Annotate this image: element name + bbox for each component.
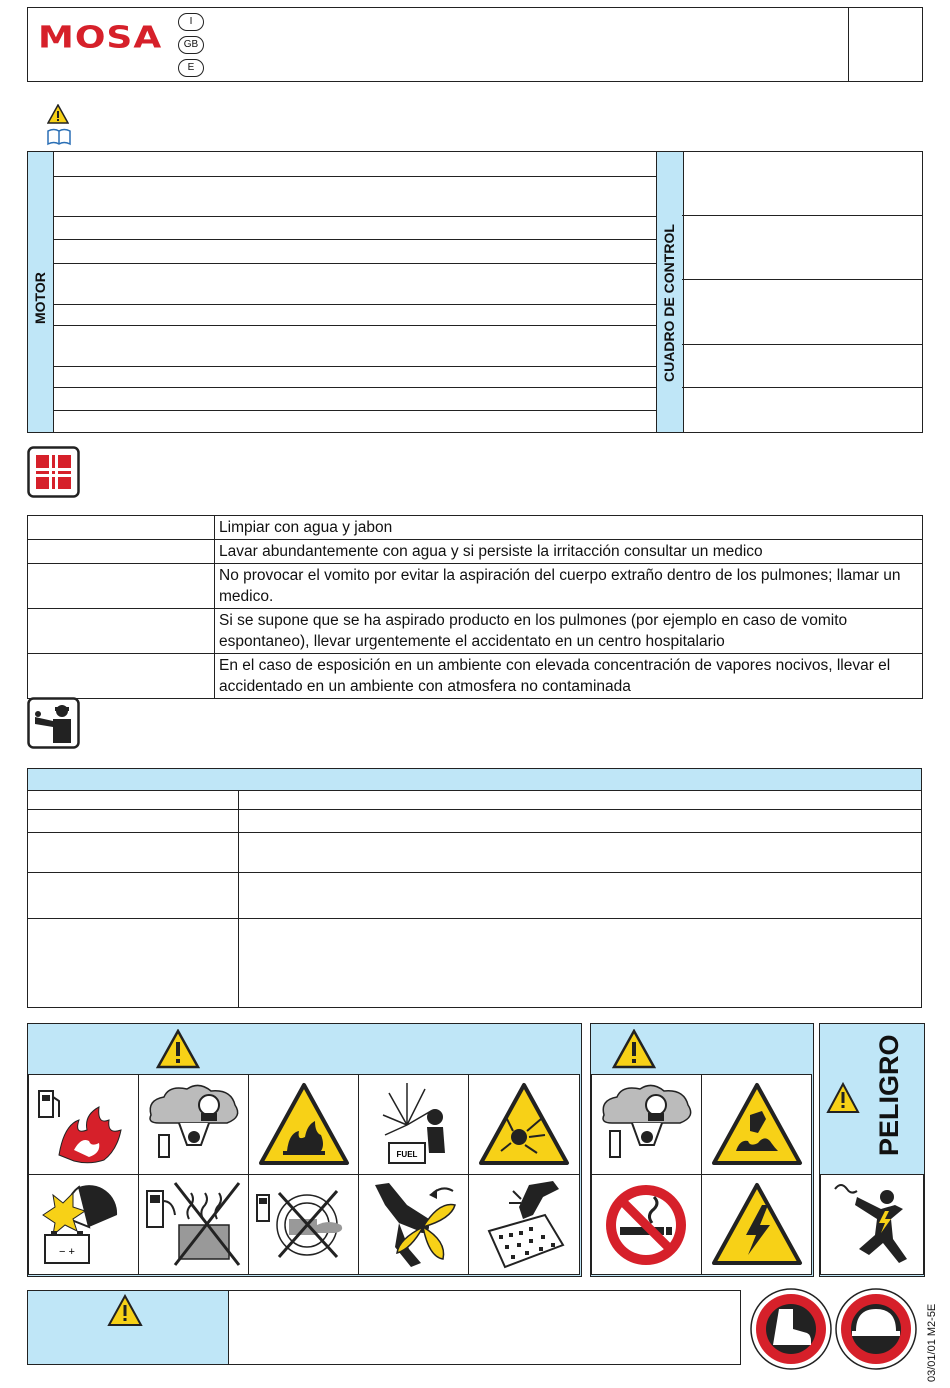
- aid-label: [28, 654, 215, 699]
- table-row: [28, 609, 923, 654]
- aid-label: [28, 516, 215, 540]
- aid-text: No provocar el vomito por evitar la aspiración del cuerpo extraño dentro de los pulmones; llamar un medico.: [215, 564, 923, 609]
- motor-label-tab: [28, 152, 54, 432]
- extinguisher-operator-icon: [27, 697, 80, 749]
- hazard-panel-fuel: [590, 1023, 814, 1277]
- no-refuel-hot-cell: [248, 1174, 359, 1275]
- electric-hazard-cell: [701, 1174, 812, 1275]
- hot-surface-hand-icon: [469, 1175, 579, 1274]
- language-badge-i: I: [178, 13, 204, 31]
- rotating-fan-icon: [359, 1175, 468, 1274]
- toxic-fumes-fuel-cell: [591, 1074, 702, 1175]
- fuel-explosion-cell: [358, 1074, 469, 1175]
- language-badge-e: E: [178, 59, 204, 77]
- danger-label: PELIGRO: [874, 1034, 904, 1156]
- aid-label: [28, 564, 215, 609]
- warning-icon: [612, 1029, 656, 1069]
- header-divider: [848, 8, 849, 81]
- document-header: [27, 7, 923, 82]
- ppe-table: [27, 768, 922, 1008]
- table-row: [28, 540, 923, 564]
- aid-text: Limpiar con agua y jabon: [215, 516, 923, 540]
- table-row: [28, 564, 923, 609]
- hot-surface-warning-cell: [701, 1074, 812, 1175]
- document-code: 03/01/01 M2-5E: [926, 1303, 938, 1382]
- aid-label: [28, 609, 215, 654]
- manual-book-icon: [46, 128, 72, 146]
- electrocution-icon: [821, 1175, 923, 1274]
- hazard-panel-general: [27, 1023, 582, 1277]
- safety-helmet-icon: [834, 1287, 918, 1371]
- fuel-explosion-icon: [359, 1075, 468, 1174]
- no-smoking-cell: [591, 1174, 702, 1275]
- aid-text: Si se supone que se ha aspirado producto en los pulmones (por ejemplo en caso de vomito espontaneo), llevar urgentemente el accidentato en un centro hospitalario: [215, 609, 923, 654]
- warning-icon: [826, 1082, 860, 1114]
- aid-text: Lavar abundantemente con agua y si persiste la irritacción consultar un medico: [215, 540, 923, 564]
- language-badge-gb: GB: [178, 36, 204, 54]
- aid-label: [28, 540, 215, 564]
- battery-explosion-cell: [28, 1174, 139, 1275]
- warning-icon: [47, 104, 69, 124]
- electrocution-cell: [820, 1174, 924, 1275]
- battery-explosion-icon: [29, 1175, 138, 1274]
- aid-text: En el caso de esposición en un ambiente con elevada concentración de vapores nocivos, llevar el accidentado en un ambiente con atmosfera no contaminada: [215, 654, 923, 699]
- ppe-notice-bar: [27, 1290, 741, 1365]
- toxic-fumes-cell: [138, 1074, 249, 1175]
- first-aid-table: [27, 515, 923, 699]
- mosa-logo: MOSA: [38, 20, 163, 55]
- no-refuel-running-cell: [138, 1174, 249, 1275]
- table-row: [28, 654, 923, 699]
- warning-icon: [156, 1029, 200, 1069]
- flammable-warning-cell: [248, 1074, 359, 1175]
- ppe-table-header: [28, 769, 921, 791]
- no-refuel-running-icon: [139, 1175, 248, 1274]
- fuel-fire-cell: [28, 1074, 139, 1175]
- fuel-label: FUEL: [396, 1150, 418, 1159]
- hot-surface-warning-icon: [702, 1075, 811, 1174]
- explosive-warning-icon: [469, 1075, 579, 1174]
- explosive-warning-cell: [468, 1074, 580, 1175]
- table-row: [28, 516, 923, 540]
- no-refuel-hot-icon: [249, 1175, 358, 1274]
- motor-label: MOTOR: [32, 272, 48, 324]
- toxic-fumes-icon: [592, 1075, 701, 1174]
- ppe-notice-label: [28, 1291, 229, 1364]
- no-smoking-icon: [592, 1175, 701, 1274]
- rotating-fan-cell: [358, 1174, 469, 1275]
- hot-surface-hand-cell: [468, 1174, 580, 1275]
- motor-control-section: [27, 151, 923, 433]
- battery-label: − +: [59, 1246, 75, 1258]
- safety-boots-icon: [749, 1287, 833, 1371]
- warning-icon: [107, 1294, 143, 1327]
- electric-hazard-icon: [702, 1175, 811, 1274]
- toxic-fumes-icon: [139, 1075, 248, 1174]
- danger-panel: [819, 1023, 925, 1277]
- control-panel-label: CUADRO DE CONTROL: [661, 224, 677, 382]
- control-label-tab: [656, 152, 684, 432]
- first-aid-icon: [27, 446, 80, 498]
- fuel-fire-icon: [29, 1075, 138, 1174]
- flammable-warning-icon: [249, 1075, 358, 1174]
